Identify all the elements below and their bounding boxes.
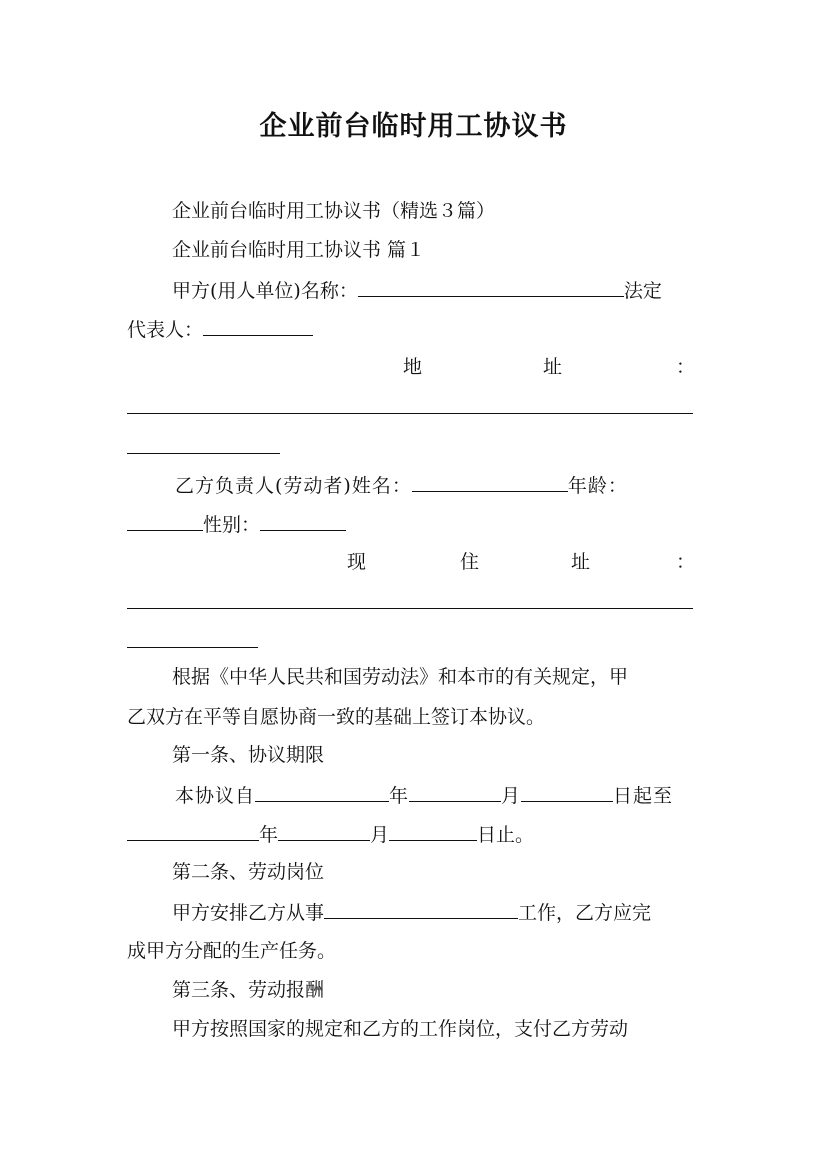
term-line-1 <box>175 783 673 808</box>
article-heading: 企业前台临时用工协议书 篇１ <box>172 239 426 261</box>
job-line-2: 成甲方分配的生产任务。 <box>127 940 337 962</box>
current-address-label-2: 住 <box>460 551 480 573</box>
term-to-month-blank <box>278 822 370 841</box>
legal-rep-label: 代表人： <box>127 319 204 341</box>
pay-line-1: 甲方按照国家的规定和乙方的工作岗位，支付乙方劳动 <box>172 1018 629 1040</box>
legal-rep-blank <box>203 317 313 336</box>
term-day-from-label: 日起至 <box>613 785 674 807</box>
term-to-year-label: 年 <box>259 824 279 846</box>
article-2-heading: 第二条、劳动岗位 <box>172 861 325 883</box>
gender-line <box>127 512 346 537</box>
term-line-2 <box>127 822 534 847</box>
job-blank <box>324 900 518 919</box>
party-b-name-label: 乙方负责人(劳动者)姓名： <box>175 475 412 497</box>
job-label: 甲方安排乙方从事 <box>172 902 325 924</box>
address-label-2: 址 <box>543 356 563 378</box>
article-3-heading: 第三条、劳动报酬 <box>172 979 325 1001</box>
legal-rep-suffix: 法定 <box>623 280 662 302</box>
basis-line-2: 乙双方在平等自愿协商一致的基础上签订本协议。 <box>127 706 546 728</box>
party-a-name-line <box>172 278 662 303</box>
term-from-label: 本协议自 <box>175 785 256 807</box>
age-blank <box>127 512 203 531</box>
legal-rep-line <box>127 317 313 342</box>
job-suffix: 工作，乙方应完 <box>518 902 652 924</box>
intro-line: 企业前台临时用工协议书（精选３篇） <box>172 200 496 222</box>
party-b-name-line <box>175 473 628 498</box>
current-address-label-4: ： <box>676 551 696 573</box>
term-from-year-blank <box>255 783 389 802</box>
document-title: 企业前台临时用工协议书 <box>259 111 568 142</box>
party-a-name-label: 甲方(用人单位)名称： <box>172 280 358 302</box>
current-address-blank-line-1 <box>127 608 693 609</box>
party-a-name-blank <box>358 278 624 297</box>
term-to-month-label: 月 <box>370 824 390 846</box>
basis-line-1: 根据《中华人民共和国劳动法》和本市的有关规定，甲 <box>172 666 629 688</box>
article-1-heading: 第一条、协议期限 <box>172 744 325 766</box>
address-blank-line-2 <box>127 453 280 454</box>
term-from-day-blank <box>521 783 613 802</box>
term-year-label: 年 <box>389 785 410 807</box>
term-month-label: 月 <box>501 785 522 807</box>
address-label-3: ： <box>676 356 696 378</box>
current-address-label-1: 现 <box>347 551 367 573</box>
age-label: 年龄： <box>567 475 628 497</box>
term-from-month-blank <box>409 783 501 802</box>
party-b-name-blank <box>412 473 568 492</box>
job-line-1 <box>172 900 651 925</box>
term-end-label: 日止。 <box>477 824 535 846</box>
term-to-day-blank <box>389 822 477 841</box>
address-label-1: 地 <box>403 356 423 378</box>
current-address-blank-line-2 <box>127 647 258 648</box>
current-address-label-3: 址 <box>571 551 591 573</box>
gender-label: 性别： <box>203 514 261 536</box>
gender-blank <box>260 512 346 531</box>
address-blank-line-1 <box>127 413 693 414</box>
term-to-year-blank <box>127 822 259 841</box>
